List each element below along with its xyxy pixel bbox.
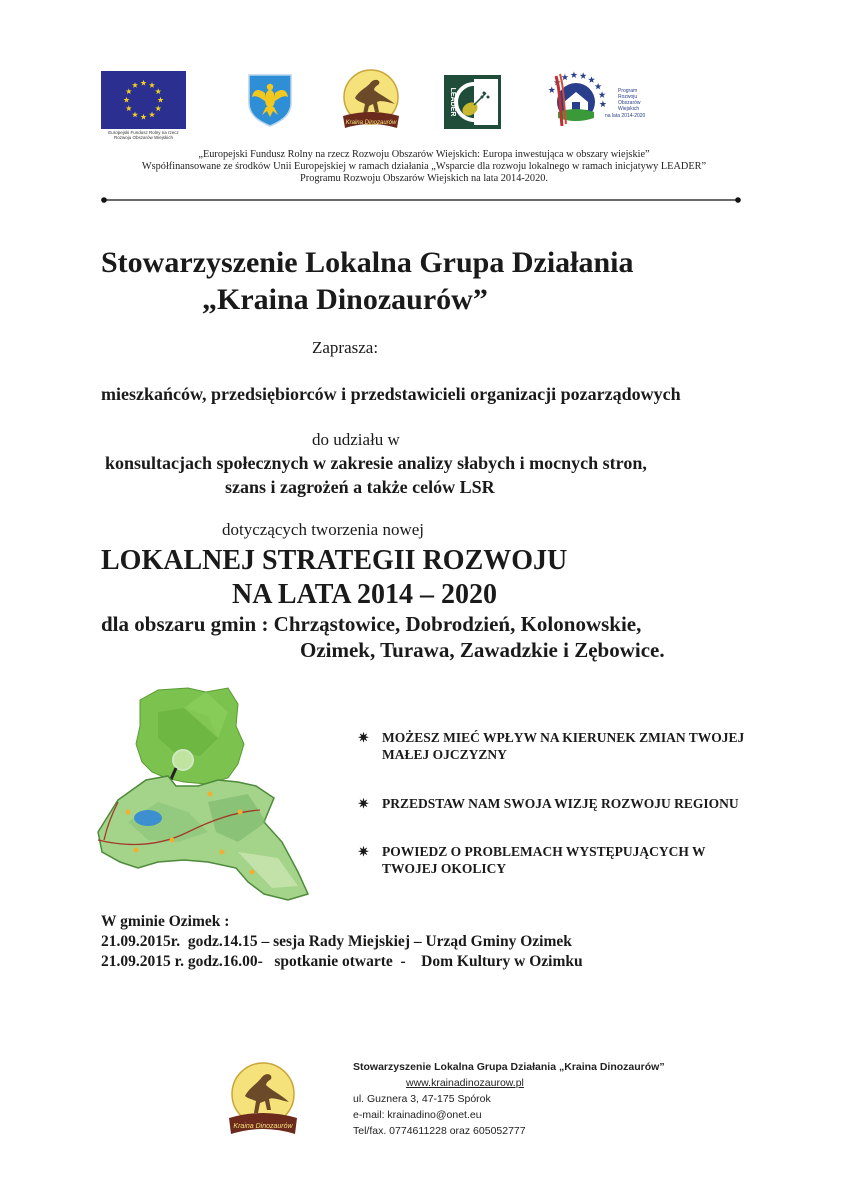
svg-text:Obszarów: Obszarów xyxy=(618,100,641,106)
funding-line: Współfinansowane ze środków Unii Europejskiej w ramach działania „Wsparcie dla rozwoju lokalnego w ramach inicjatywy LEADER” xyxy=(141,161,707,173)
strategy-years: NA LATA 2014 – 2020 xyxy=(232,579,497,610)
eu-logo-caption xyxy=(97,130,190,140)
schedule-event: 21.09.2015 r. godz.16.00- spotkanie otwarte - Dom Kultury w Ozimku xyxy=(101,953,583,970)
eu-star-icon xyxy=(157,97,163,103)
svg-text:LEADER: LEADER xyxy=(449,87,456,117)
eu-star-icon xyxy=(126,88,132,94)
region-map-image xyxy=(88,682,320,907)
kraina-dinozaurow-footer-logo xyxy=(225,1060,300,1140)
prow-star-icon xyxy=(562,74,569,81)
bullet-text: PRZEDSTAW NAM SWOJA WIZJĘ ROZWOJU REGIONU xyxy=(382,796,739,811)
consultation-text: konsultacjach społecznych w zakresie analizy słabych i mocnych stron, xyxy=(105,453,647,473)
invites-label: Zaprasza: xyxy=(312,338,379,357)
bullet-item xyxy=(358,729,778,763)
eu-star-icon xyxy=(126,105,132,111)
eu-star-icon xyxy=(132,82,138,88)
schedule-heading: W gminie Ozimek : xyxy=(101,913,230,930)
prow-star-icon xyxy=(580,72,587,79)
footer-email: e-mail: krainadino@onet.eu xyxy=(353,1109,482,1121)
contact-info xyxy=(353,1059,665,1139)
area-municipalities: Ozimek, Turawa, Zawadzkie i Zębowice. xyxy=(300,638,665,662)
concerning-label: dotyczących tworzenia nowej xyxy=(222,520,425,539)
kraina-dinozaurow-logo xyxy=(337,68,405,134)
asterisk-bullet-icon: ✷ xyxy=(358,730,369,745)
prow-2014-2020-logo xyxy=(542,66,652,132)
eu-caption-line: Europejski Fundusz Rolny na rzecz xyxy=(108,130,179,135)
svg-text:Program: Program xyxy=(618,88,638,94)
bullet-text: MOŻESZ MIEĆ WPŁYW NA KIERUNEK ZMIAN TWOJEJ xyxy=(382,730,745,745)
svg-text:Rozwoju: Rozwoju xyxy=(618,94,638,100)
funding-line: „Europejski Fundusz Rolny na rzecz Rozwoju Obszarów Wiejskich: Europa inwestująca w obszary wiejskie” xyxy=(198,149,650,160)
opole-coat-of-arms-logo xyxy=(247,73,293,127)
bullet-text: TWOJEJ OKOLICY xyxy=(382,861,507,876)
area-municipalities: dla obszaru gmin : Chrząstowice, Dobrodzień, Kolonowskie, xyxy=(101,612,642,636)
eu-star-icon xyxy=(149,112,155,118)
prow-star-icon xyxy=(595,83,602,90)
eu-stars-icon xyxy=(101,71,186,129)
eu-star-icon xyxy=(155,88,161,94)
funding-line: Programu Rozwoju Obszarów Wiejskich na lata 2014-2020. xyxy=(300,173,548,185)
schedule-event: 21.09.2015r. godz.14.15 – sesja Rady Miejskiej – Urząd Gminy Ozimek xyxy=(101,933,572,950)
eu-flag-logo xyxy=(101,71,186,129)
leader-logo xyxy=(444,75,501,129)
footer-organization: Stowarzyszenie Lokalna Grupa Działania „Kraina Dinozaurów” xyxy=(353,1061,665,1073)
prow-star-icon xyxy=(548,86,555,93)
eu-caption-line: Rozwoju Obszarów Wiejskich xyxy=(113,135,174,140)
svg-text:Wiejskich: Wiejskich xyxy=(618,106,640,112)
bullet-item xyxy=(358,843,778,877)
svg-text:Kraina Dinozaurów: Kraina Dinozaurów xyxy=(345,120,397,126)
eu-star-icon xyxy=(140,80,146,86)
website-link[interactable]: www.krainadinozaurow.pl xyxy=(406,1077,524,1089)
funding-statement xyxy=(80,149,768,186)
prow-star-icon xyxy=(599,91,606,98)
bullet-item xyxy=(358,795,778,812)
bullet-text: MAŁEJ OJCZYZNY xyxy=(382,747,507,762)
eu-star-icon xyxy=(149,82,155,88)
invitees-text: mieszkańców, przedsiębiorców i przedstawicieli organizacji pozarządowych xyxy=(101,384,681,404)
footer-phone: Tel/fax. 0774611228 oraz 605052777 xyxy=(353,1125,526,1137)
eu-star-icon xyxy=(132,112,138,118)
organization-name: „Kraina Dinozaurów” xyxy=(202,283,488,316)
svg-text:na lata 2014-2020: na lata 2014-2020 xyxy=(605,113,646,119)
asterisk-bullet-icon: ✷ xyxy=(358,796,369,811)
prow-star-icon xyxy=(588,76,595,83)
bullet-text: POWIEDZ O PROBLEMACH WYSTĘPUJĄCYCH W xyxy=(382,844,706,859)
prow-star-icon xyxy=(571,71,578,78)
footer-address: ul. Guznera 3, 47-175 Spórok xyxy=(353,1093,491,1105)
svg-text:Kraina Dinozaurów: Kraina Dinozaurów xyxy=(233,1123,293,1130)
header-divider xyxy=(101,197,741,203)
eu-star-icon xyxy=(123,97,129,103)
strategy-title: LOKALNEJ STRATEGII ROZWOJU xyxy=(101,545,568,576)
eu-star-icon xyxy=(140,114,146,120)
prow-star-icon xyxy=(599,101,606,108)
eu-star-icon xyxy=(155,105,161,111)
asterisk-bullet-icon: ✷ xyxy=(358,844,369,859)
participation-label: do udziału w xyxy=(312,430,400,449)
consultation-text: szans i zagrożeń a także celów LSR xyxy=(225,477,495,497)
organization-title: Stowarzyszenie Lokalna Grupa Działania xyxy=(101,246,634,279)
meeting-schedule xyxy=(101,912,583,972)
